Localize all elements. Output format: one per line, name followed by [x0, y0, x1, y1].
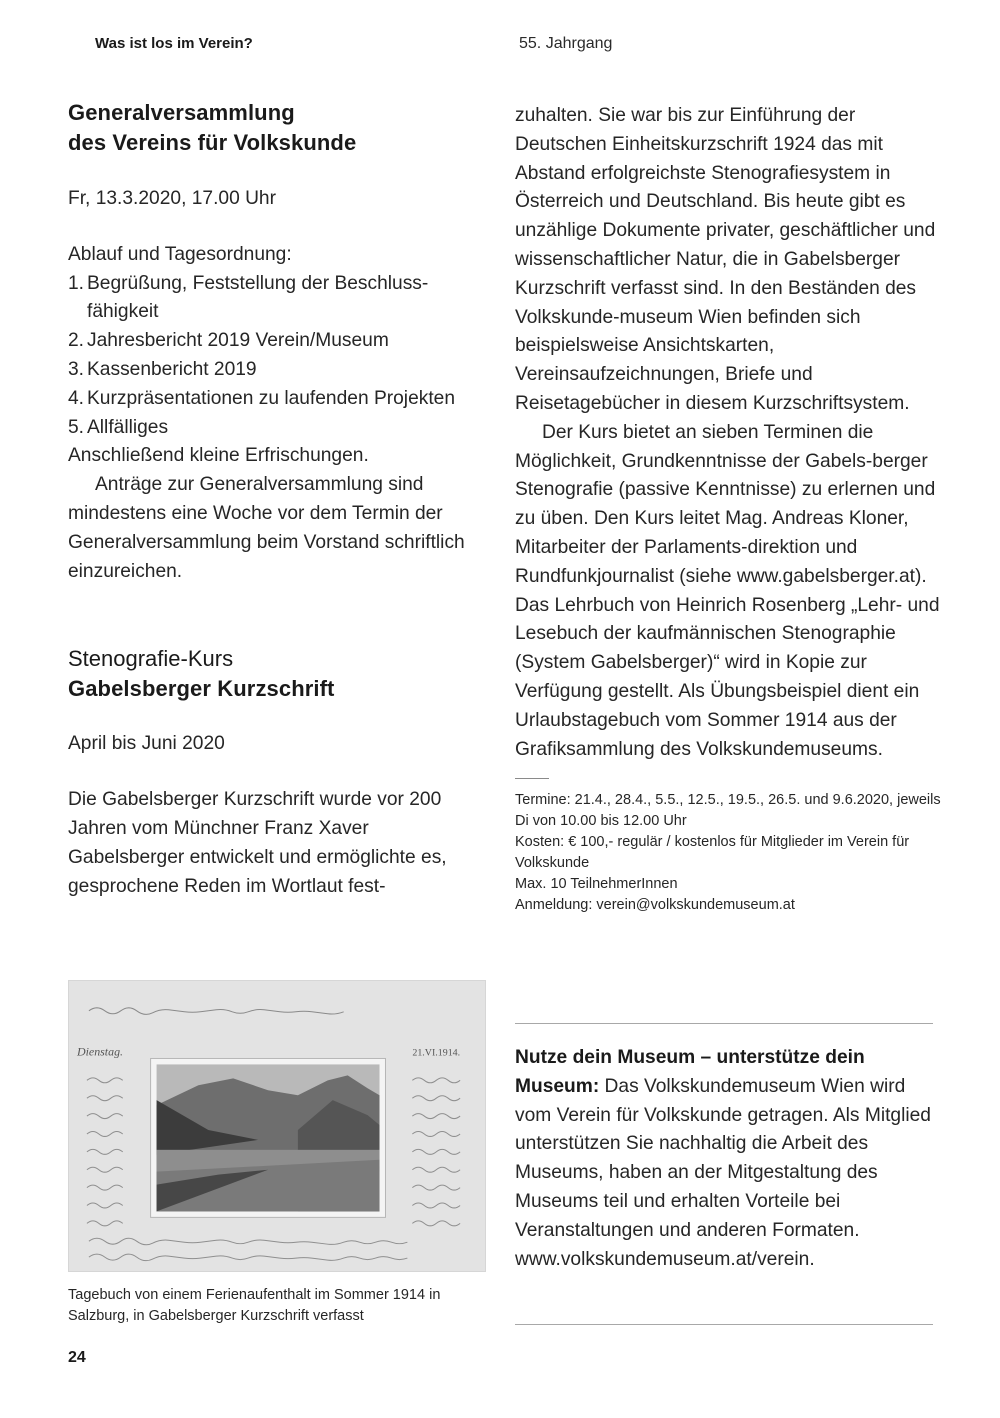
agenda-item: [68, 385, 488, 414]
agenda-item-text: Jahresbericht 2019 Verein/Museum: [87, 330, 389, 352]
agenda-closing: Anschließend kleine Erfrischungen.: [68, 445, 369, 467]
agenda-intro: Ablauf und Tagesordnung:: [68, 243, 292, 265]
course-max-participants: Max. 10 TeilnehmerInnen: [515, 876, 678, 893]
article2-header: [68, 644, 488, 704]
running-head-section: Was ist los im Verein?: [95, 35, 253, 52]
support-text: Das Volkskundemuseum Wien wird vom Verein für Volkskunde getragen. Als Mitglied unterstützen Sie nachhaltig die Arbeit des Museums, haben an der Mitgestaltung des Museums teil und erhalten Vorteile bei Veranstaltungen und anderen Formaten.: [515, 1075, 931, 1241]
agenda-item-number: 2.: [68, 330, 85, 352]
agenda-item: [68, 356, 488, 385]
agenda-item-text: Allfälliges: [87, 416, 169, 438]
agenda-item-number: 1.: [68, 272, 85, 294]
course-info: [515, 790, 945, 916]
article1-paragraph: Anträge zur Generalversammlung sind mindestens eine Woche vor dem Termin der Generalversammlung beim Vorstand schriftlich einzureichen.: [68, 474, 465, 582]
support-link[interactable]: www.volkskundemuseum.at/verein.: [515, 1248, 815, 1270]
article1-title-line2: des Vereins für Volkskunde: [68, 130, 357, 155]
left-column: [68, 98, 488, 901]
diary-image: [68, 980, 486, 1272]
agenda-item-number: 3.: [68, 358, 85, 380]
diary-date-label: 21.VI.1914.: [412, 1047, 461, 1059]
article1-date: Fr, 13.3.2020, 17.00 Uhr: [68, 188, 276, 209]
article2-paragraph1: Die Gabelsberger Kurzschrift wurde vor 200 Jahren vom Münchner Franz Xaver Gabelsberger entwickelt und ermöglichte es, gesprochene Reden im Wortlaut fest-: [68, 789, 447, 897]
page-number: 24: [68, 1349, 86, 1366]
article1-title-line1: Generalversammlung: [68, 100, 295, 125]
agenda-item-text: Kurzpräsentationen zu laufenden Projekten: [87, 387, 456, 409]
support-divider-top: [515, 1023, 933, 1024]
support-lead: Nutze dein Museum – unterstütze dein Museum:: [515, 1047, 865, 1097]
course-costs: Kosten: € 100,- regulär / kostenlos für Mitglieder im Verein für Volkskunde: [515, 834, 910, 872]
running-head-volume: 55. Jahrgang: [519, 35, 613, 52]
article2-paragraph2: Der Kurs bietet an sieben Terminen die Möglichkeit, Grundkenntnisse der Gabels-berger Stenografie (passive Kenntnisse) zu erlernen und zu üben. Den Kurs leitet Mag. Andreas Kloner, Mitarbeiter der Parlaments-direktion und Rundfunkjournalist (siehe www.gabelsberger.at). Das Lehrbuch von Heinrich Rosenberg „Lehr- und Lesebuch der kaufmännischen Stenographie (System Gabelsberger)“ wird in Kopie zur Verfügung gestellt. Als Übungsbeispiel dient ein Urlaubstagebuch vom Sommer 1914 aus der Grafiksammlung des Volkskundemuseums.: [515, 421, 940, 760]
article2-kicker: Stenografie-Kurs: [68, 646, 234, 672]
figure-caption: Tagebuch von einem Ferienaufenthalt im Sommer 1914 in Salzburg, in Gabelsberger Kurzschrift verfasst: [68, 1287, 441, 1324]
agenda-list: [68, 270, 488, 443]
article1-title: [68, 98, 488, 158]
right-column: [515, 102, 945, 916]
support-box: [515, 1044, 945, 1274]
agenda-item-number: 4.: [68, 387, 85, 409]
info-divider: [515, 778, 549, 779]
article2-date: April bis Juni 2020: [68, 733, 225, 755]
support-divider-bottom: [515, 1324, 933, 1325]
course-registration: Anmeldung: verein@volkskundemuseum.at: [515, 897, 795, 914]
diary-day-label: Dienstag.: [76, 1044, 124, 1059]
course-dates: Termine: 21.4., 28.4., 5.5., 12.5., 19.5., 26.5. und 9.6.2020, jeweils Di von 10.00 bis 12.00 Uhr: [515, 792, 941, 830]
agenda-item-text: Begrüßung, Feststellung der Beschluss-fähigkeit: [87, 272, 429, 323]
article2-paragraph1-continued: zuhalten. Sie war bis zur Einführung der Deutschen Einheitskurzschrift 1924 das mit Abstand erfolgreichste Stenografiesystem in Österreich und Deutschland. Bis heute gibt es unzählige Dokumente privater, geschäftlicher und wissenschaftlicher Natur, die in Gabelsberger Kurzschrift verfasst sind. In den Beständen des Volkskunde-museum Wien befinden sich beispielsweise Ansichtskarten, Vereinsaufzeichnungen, Briefe und Reisetagebücher in diesem Kurzschriftsystem.: [515, 105, 936, 414]
agenda-item-text: Kassenbericht 2019: [87, 358, 257, 380]
agenda-item: [68, 270, 488, 328]
article2-title: Gabelsberger Kurzschrift: [68, 676, 335, 702]
agenda-item: [68, 327, 488, 356]
agenda-item-number: 5.: [68, 416, 85, 438]
agenda-item: [68, 414, 488, 443]
diary-page-illustration: [69, 981, 485, 1271]
